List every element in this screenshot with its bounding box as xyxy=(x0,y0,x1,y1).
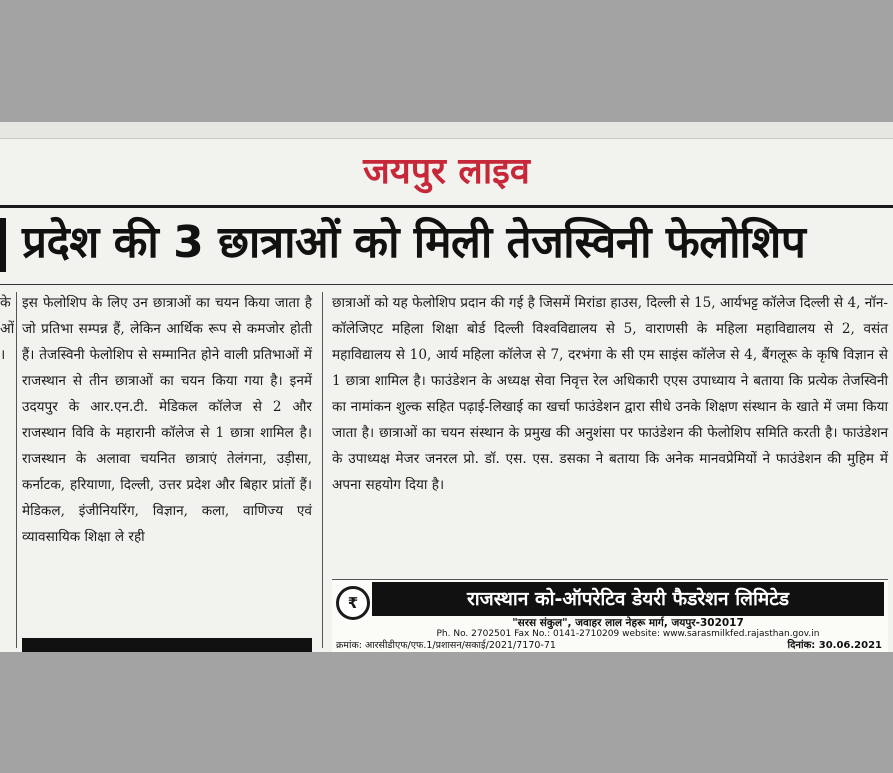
advertisement-reference-number: क्रमांक: आरसीडीएफ/एफ.1/प्रशासन/सकाई/2021/7170-71 xyxy=(336,640,556,651)
adjacent-column-fragment xyxy=(0,290,14,368)
article-column-left: इस फेलोशिप के लिए उन छात्राओं का चयन किया जाता है जो प्रतिभा सम्पन्न हैं, लेकिन आर्थिक रूप से कमजोर होती हैं। तेजस्विनी फेलोशिप से सम्मानित होने वाली प्रतिभाओं में राजस्थान से तीन छात्राओं का चयन किया गया है। इनमें उदयपुर के आर.एन.टी. मेडिकल कॉलेज से 2 और राजस्थान विवि के महारानी कॉलेज से 1 छात्रा शामिल है। राजस्थान के अलावा चयनित छात्राएं तेलंगना, उड़ीसा, कर्नाटक, हरियाणा, दिल्ली, उत्तर प्रदेश और बिहार प्रांतों हैं। मेडिकल, इंजीनियरिंग, विज्ञान, कला, वाणिज्य एवं व्यावसायिक शिक्षा ले रही xyxy=(22,295,312,545)
page-top-strip xyxy=(0,122,893,139)
rupee-logo-icon: ₹ xyxy=(336,586,370,620)
column-divider xyxy=(322,292,323,648)
column-divider xyxy=(16,292,17,648)
headline: प्रदेश की 3 छात्राओं को मिली तेजस्विनी फेलोशिप xyxy=(22,217,806,268)
advertisement-title: राजस्थान को-ऑपरेटिव डेयरी फैडरेशन लिमिटेड xyxy=(372,582,884,616)
headline-marker xyxy=(0,218,6,272)
advertisement-address: "सरस संकुल", जवाहर लाल नेहरू मार्ग, जयपुर-302017 xyxy=(512,617,744,629)
article-column-right: छात्राओं को यह फेलोशिप प्रदान की गई है जिसमें मिरांडा हाउस, दिल्ली से 15, आर्यभट्ट कॉलेज दिल्ली से 4, नॉन-कॉलेजिएट महिला शिक्षा बोर्ड दिल्ली विश्वविद्यालय से 5, वाराणसी के महिला महाविद्यालय से 2, वसंत महाविद्यालय से 10, आर्य महिला कॉलेज से 7, दरभंगा के सी एम साइंस कॉलेज से 4, बैंगलूरू के कृषि विज्ञान से 1 छात्रा शामिल है। फाउंडेशन के अध्यक्ष सेवा निवृत्त रेल अधिकारी एएस उपाध्याय ने बताया कि प्रत्येक तेजस्विनी का नामांकन शुल्क सहित पढ़ाई-लिखाई का खर्चा फाउंडेशन द्वारा सीधे उनके शिक्षण संस्थान के खाते में जमा किया जाता है। छात्राओं का चयन संस्थान के प्रमुख की अनुशंसा पर फाउंडेशन की फेलोशिप समिति करती है। फाउंडेशन के उपाध्यक्ष मेजर जनरल प्रो. डॉ. एस. एस. डसका ने बताया कि अनेक मानवप्रेमियों ने फाउंडेशन की मुहिम में अपना सहयोग दिया है। xyxy=(332,295,888,493)
advertisement-date: दिनांक: 30.06.2021 xyxy=(787,640,882,651)
newspaper-page xyxy=(0,122,893,652)
fragment-line: ओं xyxy=(0,321,14,337)
next-article-header-bar xyxy=(22,638,312,652)
headline-rule xyxy=(0,284,893,285)
fragment-line: के xyxy=(0,295,11,311)
section-rule xyxy=(0,205,893,208)
fragment-line: । xyxy=(0,347,6,363)
section-label: जयपुर लाइव xyxy=(363,151,530,192)
advertisement-contact: Ph. No. 2702501 Fax No.: 0141-2710209 website: www.sarasmilkfed.rajasthan.gov.in xyxy=(436,629,820,639)
advertisement-notice xyxy=(332,579,888,652)
